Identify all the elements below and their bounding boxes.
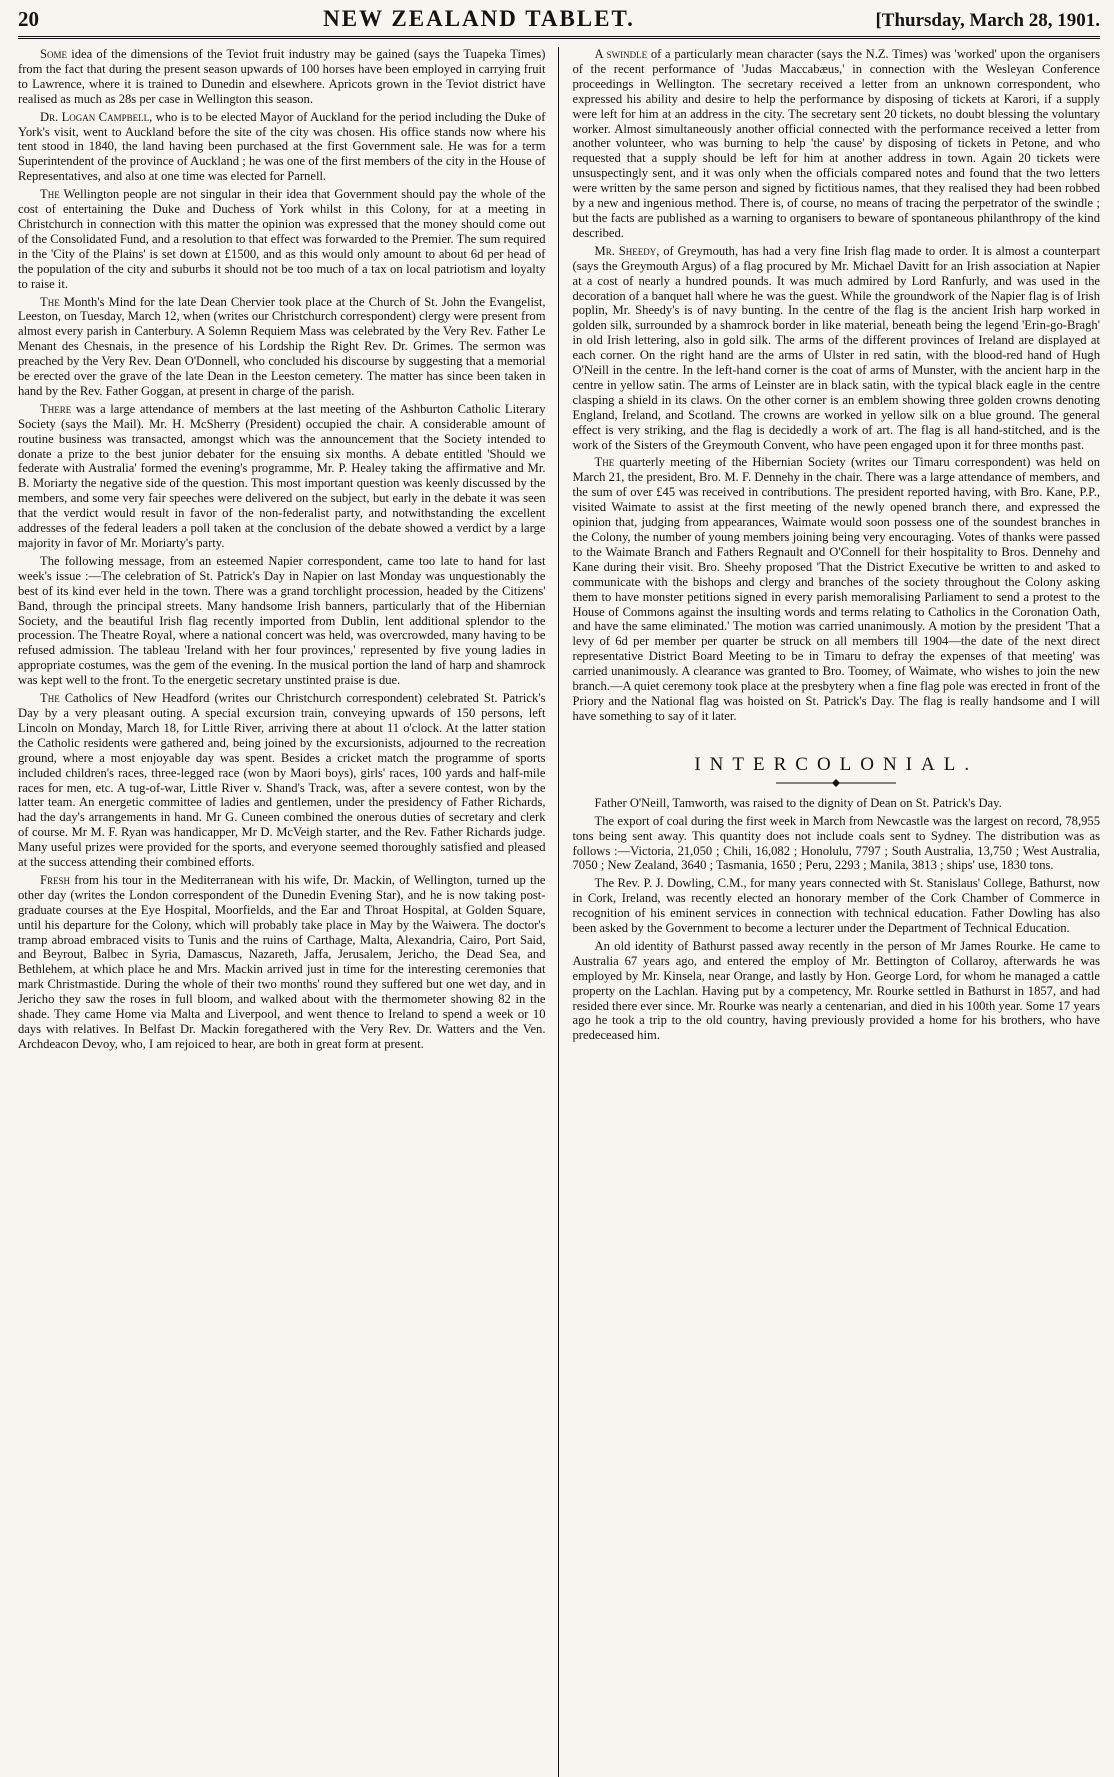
paragraph-lead: The [40, 187, 60, 202]
paragraph-text: who is to be elected Mayor of Auckland for the period including the Duke of York's visit, went to Auckland before the site of the city was chosen. His office stands now where his tent stood in 1840, the land having been purchased at the first Government sale. He was for a term Superintendent of the province of Auckland ; he was one of the first members of the city in the House of Representatives, and also at one time was elected for Parnell. [18, 109, 546, 184]
paragraph-text: idea of the dimensions of the Teviot fruit industry may be gained (says the Tuapeka Times) from the fact that during the present season upwards of 100 horses have been employed in carrying fruit to Lawrence, where it is trained to Dunedin and elsewhere. Apricots grown in the Teviot district have realised as much as 28s per case in Wellington this season. [18, 47, 546, 106]
paragraph-text: quarterly meeting of the Hibernian Society (writes our Timaru correspondent) was held on March 21, the president, Bro. M. F. Dennehy in the chair. There was a large attendance of members, and the sum of over £45 was received in contributions. The president reported having, with Bro. Kane, P.P., visited Waimate to assist at the first meeting of the newly opened branch there, and expressed the opinion that, judging from appearances, Waimate would soon possess one of the soundest branches in the Colony, the number of young members joining being very encouraging. Votes of thanks were passed to the Waimate Branch and Fathers Regnault and O'Connell for their hospitality to Bros. Dennehy and Kane during their visit. Bro. Sheehy proposed 'That the District Executive be written to and asked to communicate with the bishops and clergy and branches of the society throughout the Colony asking them to have monster petitions signed in every parish memoralising Parliament to send a protest to the House of Commons against the insulting words and terms relating to Catholics in the Coronation Oath, and have the same eliminated.' The motion was carried unanimously. A motion by the president 'That a levy of 6d per member per quarter be struck on all members till 1904—the date of the next direct representative District Board Meeting to be in Timaru to defray the expenses of that meeting' was carried unanimously. A clearance was granted to Bro. Toomey, of Waimate, who wishes to join the new branch.—A quiet ceremony took place at the presbytery when a fine flag pole was erected in front of the Priory and the National flag was hoisted on St. Patrick's Day. The flag is really handsome and I will have something to say of it later. [572, 455, 1100, 723]
article-paragraph: The export of coal during the first week in March from Newcastle was the largest on record, 78,955 tons being sent away. This quantity does not include coals sent to Sydney. The distribution was as follows :—Victoria, 21,050 ; Chili, 16,082 ; Honolulu, 7797 ; South Australia, 13,750 ; West Australia, 7050 ; New Zealand, 3640 ; Tasmania, 1650 ; Peru, 2293 ; Manila, 3813 ; ships' use, 1830 tons. [572, 813, 1100, 873]
paragraph-lead: A swindle [594, 47, 648, 61]
section-heading: INTERCOLONIAL. [694, 753, 979, 775]
paragraph-lead: There [40, 401, 72, 416]
paragraph-text: Month's Mind for the late Dean Chervier took place at the Church of St. John the Evangelist, Leeston, on Tuesday, March 12, when (writes our Christchurch correspondent) clergy were present from almost every parish in Canterbury. A Solemn Requiem Mass was celebrated by the Very Rev. Father Le Menant des Chesnais, in the presence of his Lordship the Right Rev. Dr. Grimes. The sermon was preached by the Very Rev. Dean O'Donnell, who concluded his discourse by suggesting that a memorial be erected over the grave of the late Dean in the Leeston cemetery. The matter has since been taken in hand by the Rev. Father Goggan, at present in charge of the parish. [18, 294, 546, 398]
article-paragraph [18, 873, 546, 1052]
article-paragraph [18, 554, 546, 688]
paragraph-lead: The [594, 455, 615, 470]
paragraph-text: from his tour in the Mediterranean with his wife, Dr. Mackin, of Wellington, turned up the other day (writes the London correspondent of the Dunedin Evening Star), and he is now taking post-graduate courses at the Eye Hospital, Moorfields, and the Ear and Throat Hospital, at Golden Square, until his departure for the Colony, which will probably take place in May by the Waiwera. The doctor's tramp abroad embraced visits to Tunis and the ruins of Carthage, Malta, Alexandria, Cairo, Port Said, and Beyrout, Balbec in Syria, Damascus, Nazareth, Jaffa, Jerusalem, Jericho, the Dead Sea, and Bethlehem, at which place he and Mrs. Mackin arrived just in time for the interesting ceremonies that mark Christmastide. During the whole of their two months' round they suffered but one wet day, and in Jericho they saw the roses in full bloom, and walked about with the thermometer showing 82 in the shade. They came Home via Malta and Liverpool, and went thence to Ireland to spend a week or 10 days with relatives. In Belfast Dr. Mackin foregathered with the Very Rev. Dr. Watters and the Ven. Archdeacon Devoy, who, I am rejoiced to hear, are both in great form at present. [18, 872, 546, 1051]
paragraph-text: The following message, from an esteemed Napier correspondent, came too late to hand for last week's issue :—The celebration of St. Patrick's Day in Napier on last Monday was unquestionably the best of its kind ever held in the town. There was a grand torchlight procession, headed by the Citizens' Band, through the principal streets. Many handsome Irish banners, particularly that of the Hibernian Society, and the beautiful Irish flag recently imported from Dublin, lent additional splendor to the procession. The Theatre Royal, where a national concert was held, was overcrowded, many having to be refused admission. The tableau 'Ireland with her four provinces,' represented by five young ladies in appropriate costumes, was the gem of the evening. In the musical portion the land of harp and shamrock was kept well to the front. To the energetic secretary unstinted praise is due. [18, 553, 546, 688]
article-paragraph [18, 110, 546, 185]
article-paragraph [18, 691, 546, 870]
left-column [18, 47, 559, 1777]
paragraph-lead: The [40, 294, 60, 309]
article-paragraph [18, 402, 546, 551]
article-paragraph [573, 455, 1101, 723]
paragraph-lead: Dr. Logan Campbell, [40, 109, 153, 124]
paragraph-lead: Mr. Sheedy, [594, 243, 660, 258]
paragraph-lead: The [40, 691, 60, 706]
page-number: 20 [18, 7, 39, 31]
article-paragraph: The Rev. P. J. Dowling, C.M., for many years connected with St. Stanislaus' College, Bathurst, now in Cork, Ireland, was recently elected an honorary member of the Cork Chamber of Commerce in recognition of his eminent services in connection with technical education. Father Dowling has also been asked by the Government to become a lecturer under the Department of Technical Education. [572, 876, 1100, 936]
article-paragraph [18, 295, 546, 399]
article-paragraph: An old identity of Bathurst passed away recently in the person of Mr James Rourke. He came to Australia 67 years ago, and entered the employ of Mr. Bettington of Collaroy, afterwards he was employed by Mr. Kinsela, near Orange, and lastly by Hon. George Lord, for whom he managed a cattle property on the Lachlan. Having put by a competency, Mr. Rourke settled in Bathurst in 1857, and had resided there ever since. Mr. Rourke was nearly a centenarian, and died in his 100th year. Some 17 years ago he took a trip to the old country, having previously provided a home for his brothers, who have predeceased him. [572, 938, 1100, 1043]
paragraph-text: was a large attendance of members at the last meeting of the Ashburton Catholic Literary Society (says the Mail). Mr. H. McSherry (President) occupied the chair. A considerable amount of routine business was transacted, amongst which was the announcement that the Society intended to donate a prize to the best junior debater for the ensuing six months. A debate entitled 'Should we federate with Australia' formed the evening's programme, Mr. P. Healey taking the affirmative and Mr. B. Moriarty the negative side of the question. This most important question was keenly discussed by the members, and some very fair speeches were delivered on the subject, but early in the debate it was seen that the verdict would result in favor of the non-federalist party, and notwithstanding the excellent addresses of the federal leaders a poll taken at the conclusion of the debate showed a verdict by a large majority in favor of Mr. Moriarty's party. [18, 401, 546, 550]
paragraph-lead: Some [40, 47, 68, 61]
newspaper-title: NEW ZEALAND TABLET. [323, 6, 635, 31]
paragraph-text: Wellington people are not singular in their idea that Government should pay the whole of the cost of entertaining the Duke and Duchess of York whilst in this Colony, for at a meeting in Christchurch in connection with this matter the opinion was expressed that the money should come out of the Consolidated Fund, and a resolution to that effect was forwarded to the Premier. The sum required in the 'City of the Plains' is set down at £1500, and as this would only amount to about 6d per head of the population of the city and suburbs it should not be too much of a tax on local patriotism and loyalty to raise it. [18, 187, 546, 291]
columns [18, 47, 1100, 1777]
article-paragraph [573, 47, 1101, 241]
paragraph-text: of a particularly mean character (says the N.Z. Times) was 'worked' upon the organisers of the recent performance of 'Judas Maccabæus,' in connection with the Wesleyan Conference proceedings in Wellington. The secretary received a letter from an unknown correspondent, who expressed his ability and desire to help the performance by disposing of tickets at Karori, if a supply were left for him at an address in the city. The secretary sent 20 tickets, no doubt blessing the voluntary worker. Almost simultaneously another official connected with the performance received a letter from another volunteer, who was burning to help 'the cause' by disposing of tickets in Petone, and who requested that a supply should be left for him at another address in town. Again 20 tickets were unsuspectingly sent, and it was only when the officials compared notes and found that the two letters were written by the same person and signed by fictitious names, that they realised they had been robbed by a new and ingenious method. There is, of course, no means of tracing the perpetrator of the swindle ; but the facts are published as a warning to organisers to beware of spontaneous philanthropy of the kind described. [572, 47, 1100, 240]
article-paragraph [18, 47, 546, 107]
right-column [559, 47, 1101, 1777]
paragraph-text: of Greymouth, has had a very fine Irish flag made to order. It is almost a counterpart (says the Greymouth Argus) of a flag procured by Mr. Michael Davitt for an Irish association at Napier at a cost of nearly a hundred pounds. It was much admired by Lord Ranfurly, and was used in the decoration of a banquet hall where he was the guest. While the groundwork of the Napier flag is of Irish poplin, Mr. Sheedy's is of navy bunting. In the centre of the flag is the ancient Irish harp worked in golden silk, surrounded by a shamrock border in like material, beneath being the legend 'Erin-go-Bragh' in old Irish lettering, also in gold silk. The arms of the different provinces of Ireland are displayed at each corner. On the right hand are the arms of Ulster in red satin, with the blood-red hand of Hugh O'Neill in the centre. In the left-hand corner is the coat of arms of Munster, with the ancient harp in the centre in yellow satin. The arms of Leinster are in black satin, with the typical black eagle in the centre clasping a shield in its claws. On the other corner is an emblem showing three golden crowns denoting England, Ireland, and Scotland. The crowns are worked in yellow silk on a blue ground. The general effect is very striking, and the flag is decidedly a work of art. The flag is all hand-stitched, and is the work of the Sisters of the Greymouth Convent, who have peen engaged upon it for three months past. [572, 243, 1100, 452]
masthead [18, 6, 1100, 39]
article-paragraph [573, 244, 1101, 453]
paragraph-text: Catholics of New Headford (writes our Christchurch correspondent) celebrated St. Patrick's Day by a very pleasant outing. A special excursion train, conveying upwards of 150 persons, left Lincoln on Monday, March 18, for Little River, arriving there at about 11 o'clock. At the latter station the Catholic residents were gathered and, being joined by the excursionists, adjourned to the recreation ground, where a most enjoyable day was spent. Besides a cricket match the programme of sports included children's races, three-legged race (won by Maori boys), girls' races, 100 yards and half-mile races for men, etc. A tug-of-war, Little River v. Shand's Track, was, after a severe contest, won by the latter team. An energetic committee of ladies and gentlemen, under the presidency of Father Richards, had the day's arrangements in hand. Mr G. Cuneen combined the onerous duties of secretary and clerk of course. Mr M. F. Ryan was handicapper, Mr D. McVeigh starter, and the Rev. Father Richards judge. Many useful prizes were provided for the sports, and everyone seemed thoroughly satisfied and pleased at the success attending their combined efforts. [18, 691, 546, 870]
article-paragraph: Father O'Neill, Tamworth, was raised to the dignity of Dean on St. Patrick's Day. [594, 795, 1002, 810]
paragraph-lead: Fresh [40, 872, 71, 887]
ornament-divider-icon [776, 778, 896, 788]
issue-date: [Thursday, March 28, 1901. [875, 10, 1100, 31]
article-paragraph [18, 187, 546, 291]
heading-ornament [573, 778, 1101, 788]
